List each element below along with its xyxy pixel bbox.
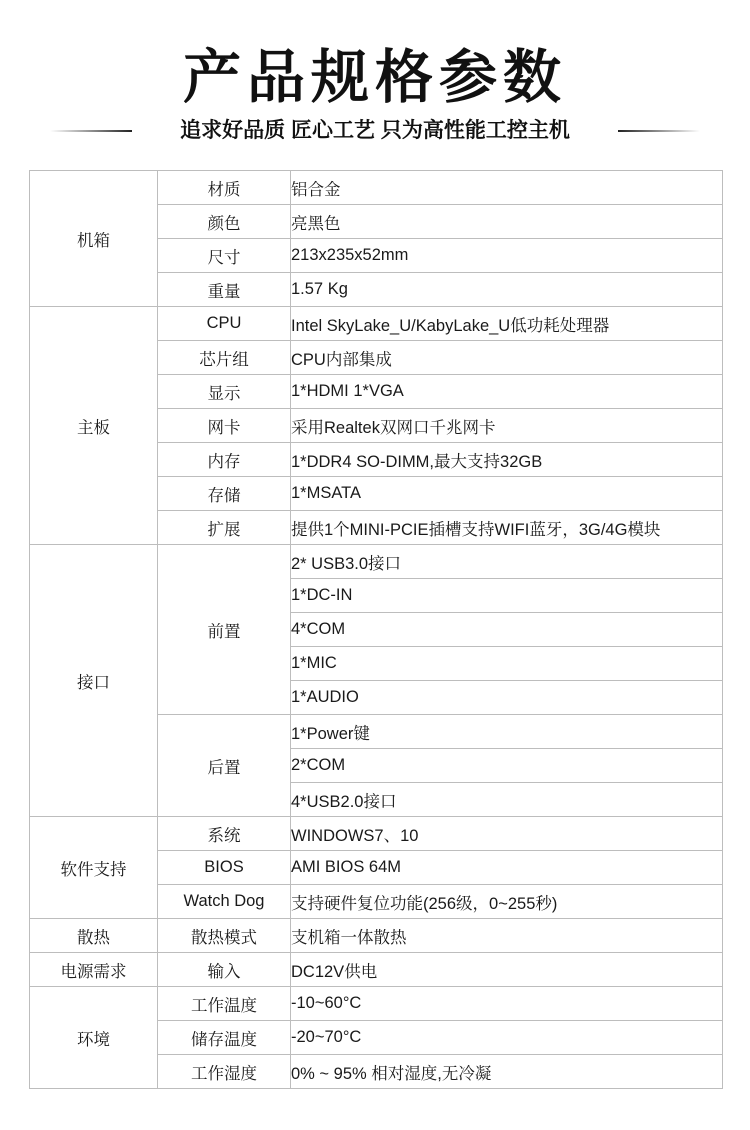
- value-cell: 1*DDR4 SO-DIMM,最大支持32GB: [291, 443, 723, 477]
- value-cell: 铝合金: [291, 171, 723, 205]
- label-cell: BIOS: [158, 851, 291, 885]
- label-cell: Watch Dog: [158, 885, 291, 919]
- value-cell: 1*AUDIO: [291, 681, 723, 715]
- category-cell: 软件支持: [30, 817, 158, 919]
- category-cell: 接口: [30, 545, 158, 817]
- value-cell: 2* USB3.0接口: [291, 545, 723, 579]
- spec-table: [29, 170, 723, 1089]
- decorative-line-right: [618, 130, 700, 132]
- label-cell: 后置: [158, 715, 291, 817]
- value-cell: -20~70°C: [291, 1021, 723, 1055]
- page-subtitle: 追求好品质 匠心工艺 只为高性能工控主机: [180, 119, 570, 142]
- label-cell: 输入: [158, 953, 291, 987]
- label-cell: 芯片组: [158, 341, 291, 375]
- category-cell: 主板: [30, 307, 158, 545]
- label-cell: CPU: [158, 307, 291, 341]
- label-cell: 散热模式: [158, 919, 291, 953]
- label-cell: 材质: [158, 171, 291, 205]
- value-cell: WINDOWS7、10: [291, 817, 723, 851]
- category-cell: 电源需求: [30, 953, 158, 987]
- label-cell: 系统: [158, 817, 291, 851]
- label-cell: 工作湿度: [158, 1055, 291, 1089]
- label-cell: 存储: [158, 477, 291, 511]
- value-cell: 4*COM: [291, 613, 723, 647]
- value-cell: 支持硬件复位功能(256级，0~255秒): [291, 885, 723, 919]
- value-cell: 2*COM: [291, 749, 723, 783]
- label-cell: 前置: [158, 545, 291, 715]
- label-cell: 网卡: [158, 409, 291, 443]
- label-cell: 扩展: [158, 511, 291, 545]
- table-row: [30, 987, 723, 1021]
- category-cell: 环境: [30, 987, 158, 1089]
- label-cell: 储存温度: [158, 1021, 291, 1055]
- table-row: [30, 307, 723, 341]
- label-cell: 重量: [158, 273, 291, 307]
- table-row: [30, 817, 723, 851]
- label-cell: 尺寸: [158, 239, 291, 273]
- value-cell: 提供1个MINI-PCIE插槽支持WIFI蓝牙，3G/4G模块: [291, 511, 723, 545]
- page-title: 产品规格参数: [182, 45, 567, 110]
- value-cell: 213x235x52mm: [291, 239, 723, 273]
- value-cell: 亮黑色: [291, 205, 723, 239]
- value-cell: 采用Realtek双网口千兆网卡: [291, 409, 723, 443]
- value-cell: CPU内部集成: [291, 341, 723, 375]
- value-cell: 1*MIC: [291, 647, 723, 681]
- table-row: [30, 171, 723, 205]
- value-cell: 支机箱一体散热: [291, 919, 723, 953]
- category-cell: 散热: [30, 919, 158, 953]
- value-cell: 1*DC-IN: [291, 579, 723, 613]
- label-cell: 显示: [158, 375, 291, 409]
- value-cell: Intel SkyLake_U/KabyLake_U低功耗处理器: [291, 307, 723, 341]
- label-cell: 工作温度: [158, 987, 291, 1021]
- value-cell: -10~60°C: [291, 987, 723, 1021]
- table-row: [30, 919, 723, 953]
- table-row: [30, 953, 723, 987]
- value-cell: AMI BIOS 64M: [291, 851, 723, 885]
- value-cell: 1*Power键: [291, 715, 723, 749]
- subtitle-row: [0, 114, 750, 148]
- value-cell: 1*HDMI 1*VGA: [291, 375, 723, 409]
- label-cell: 颜色: [158, 205, 291, 239]
- value-cell: 1.57 Kg: [291, 273, 723, 307]
- value-cell: 0% ~ 95% 相对湿度,无冷凝: [291, 1055, 723, 1089]
- value-cell: DC12V供电: [291, 953, 723, 987]
- table-row: [30, 545, 723, 579]
- value-cell: 4*USB2.0接口: [291, 783, 723, 817]
- label-cell: 内存: [158, 443, 291, 477]
- category-cell: 机箱: [30, 171, 158, 307]
- value-cell: 1*MSATA: [291, 477, 723, 511]
